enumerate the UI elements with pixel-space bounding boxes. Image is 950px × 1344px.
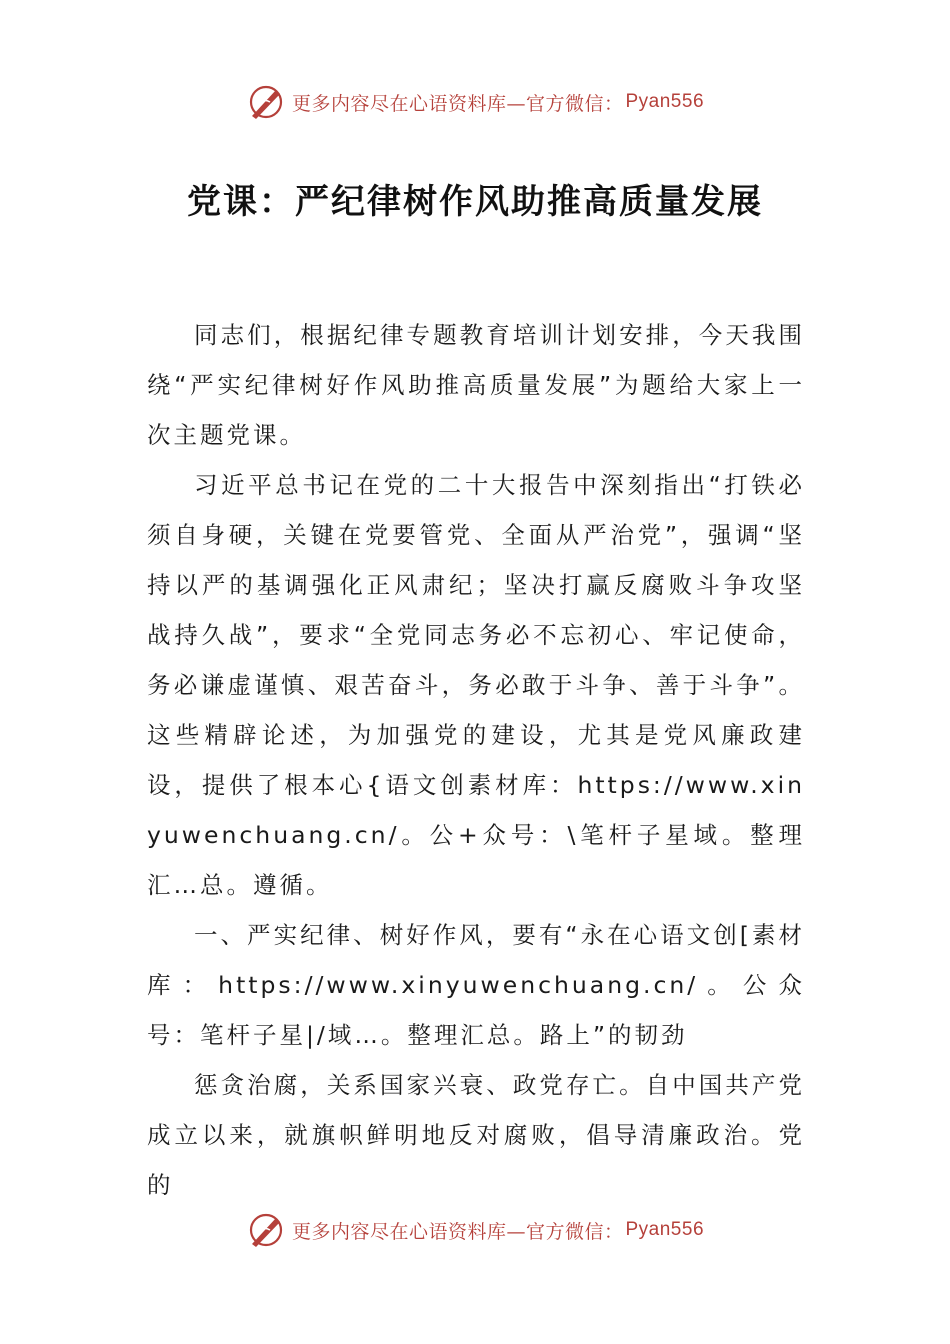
pen-circle-logo-icon	[246, 1210, 286, 1250]
section-heading-paragraph: 一、严实纪律、树好作风，要有“永在心语文创[素材库：https://www.xinyuwenchuang.cn/。公众号：笔杆子星|/域…。整理汇总。路上”的韧劲	[147, 921, 805, 1049]
document-body	[147, 310, 805, 1210]
pen-circle-logo-icon	[246, 82, 286, 122]
paragraph: 习近平总书记在党的二十大报告中深刻指出“打铁必须自身硬，关键在党要管党、全面从严治党”，强调“坚持以严的基调强化正风肃纪；坚决打赢反腐败斗争攻坚战持久战”，要求“全党同志务必不忘初心、牢记使命，务必谦虚谨慎、艰苦奋斗，务必敢于斗争、善于斗争”。这些精辟论述，为加强党的建设，尤其是党风廉政建设，提供了根本心{语文创素材库：https://www.xinyuwenchuang.cn/。公+众号：\笔杆子星域。整理汇…总。遵循。	[147, 471, 805, 899]
paragraph: 同志们，根据纪律专题教育培训计划安排，今天我围绕“严实纪律树好作风助推高质量发展”为题给大家上一次主题党课。	[147, 321, 805, 449]
banner-text: 更多内容尽在心语资料库—官方微信：	[291, 1220, 624, 1243]
footer-watermark-banner	[0, 1208, 950, 1252]
document-title: 党课：严纪律树作风助推高质量发展	[187, 182, 763, 222]
header-watermark-banner	[0, 80, 950, 124]
banner-text: 更多内容尽在心语资料库—官方微信：	[291, 92, 624, 115]
banner-wechat-id: Pyan556	[625, 1219, 705, 1240]
paragraph: 惩贪治腐，关系国家兴衰、政党存亡。自中国共产党成立以来，就旗帜鲜明地反对腐败，倡导清廉政治。党的	[147, 1071, 805, 1199]
banner-wechat-id: Pyan556	[625, 91, 705, 112]
